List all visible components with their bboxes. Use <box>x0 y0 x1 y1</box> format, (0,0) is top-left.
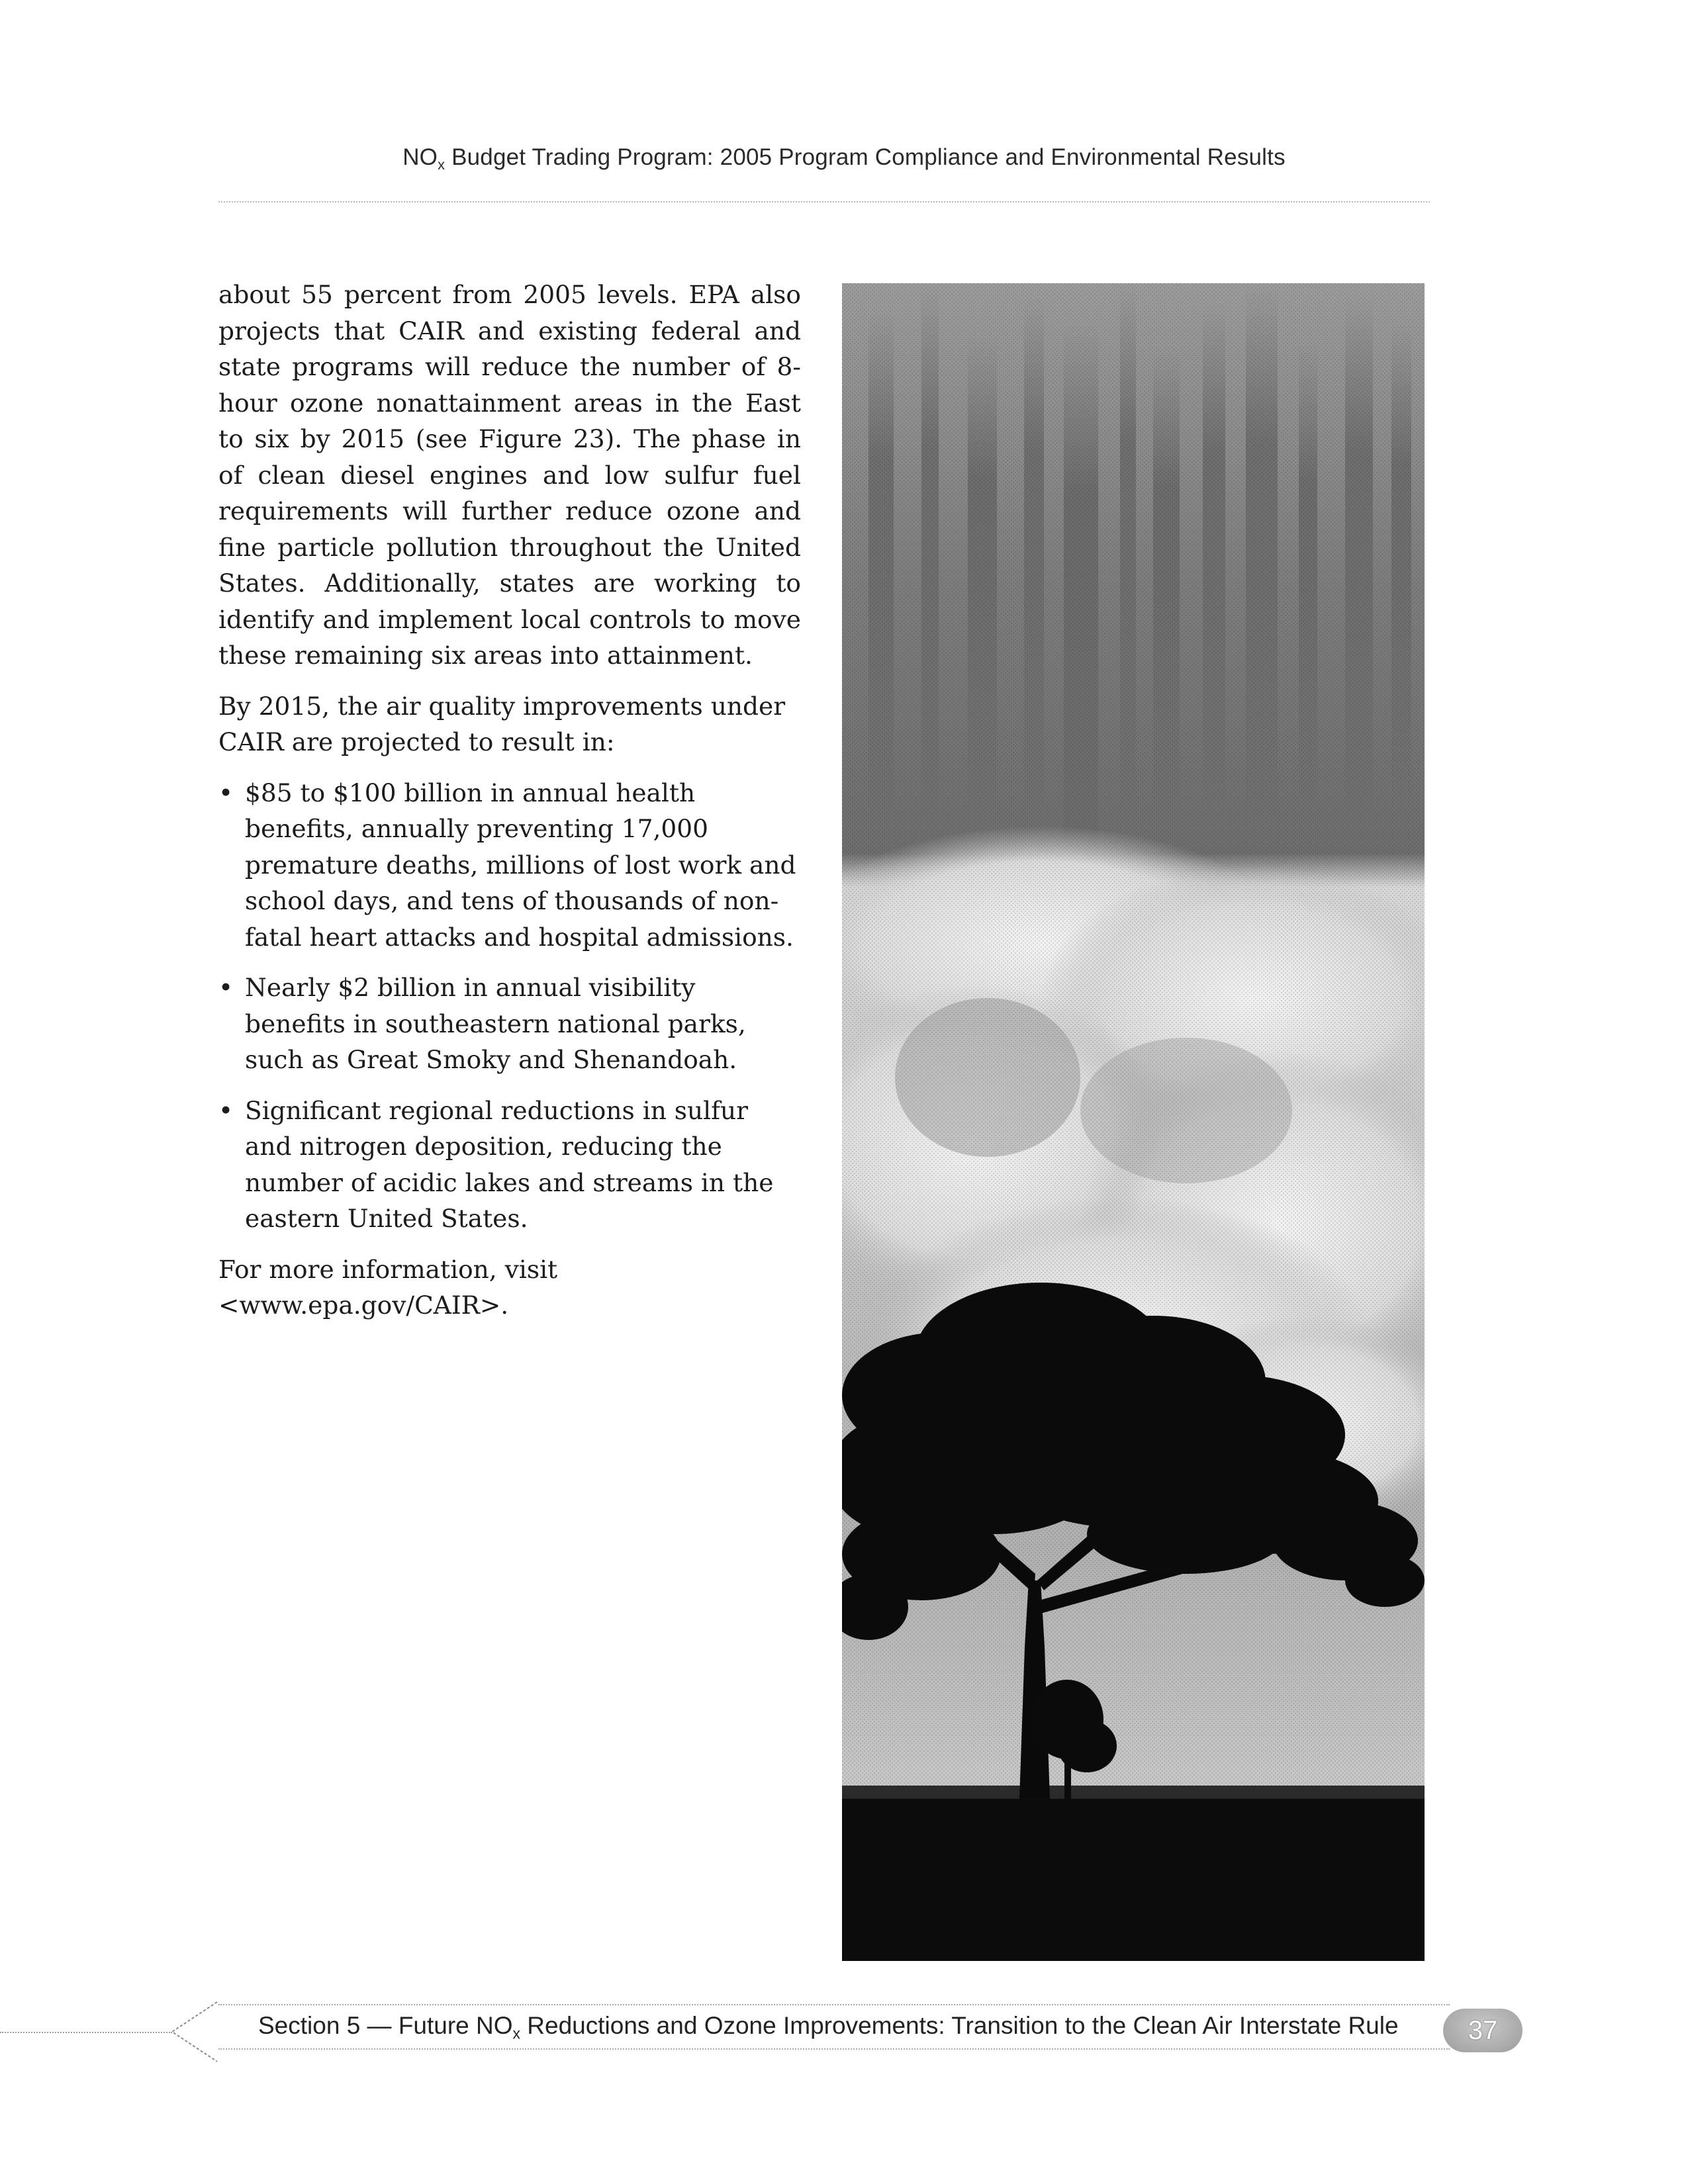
page-number-badge <box>1443 2009 1523 2052</box>
list-item-text: $85 to $100 billion in annual health benefits, annually preventing 17,000 premature deaths, millions of lost work and school days, and tens of thousands of non-fatal heart attacks and hospital admissions. <box>245 778 796 952</box>
footer-bottom-rule <box>218 2048 1450 2050</box>
body-paragraph-2: By 2015, the air quality improvements under CAIR are projected to result in: <box>218 691 786 756</box>
tree-photo-graphic <box>842 283 1425 1961</box>
footer-section-subscript: x <box>512 2025 521 2042</box>
bullet-icon: • <box>218 1095 234 1125</box>
list-item-text: Nearly $2 billion in annual visibility benefits in southeastern national parks, such as Great Smoky and Shenandoah. <box>245 973 746 1074</box>
header-title-rest: Budget Trading Program: 2005 Program Compliance and Environmental Results <box>445 144 1286 170</box>
footer-section-rest: Reductions and Ozone Improvements: Transition to the Clean Air Interstate Rule <box>520 2012 1399 2039</box>
header-title-prefix: NO <box>402 144 438 170</box>
ground-silhouette <box>842 1796 1425 1961</box>
header-divider <box>218 201 1430 203</box>
bullet-icon: • <box>218 778 234 807</box>
benefits-list <box>218 775 801 1237</box>
more-info-link[interactable]: For more information, visit <www.epa.gov/CAIR>. <box>218 1254 558 1320</box>
list-item <box>218 1093 801 1237</box>
tree-sky-photo <box>842 283 1425 1961</box>
page-number: 37 <box>1468 2015 1498 2045</box>
header-title-subscript: x <box>438 156 445 173</box>
list-item-text: Significant regional reductions in sulfur and nitrogen deposition, reducing the number of acidic lakes and streams in the eastern United States. <box>245 1095 774 1233</box>
footer-chevron-icon <box>165 1992 218 2065</box>
body-paragraph-1: about 55 percent from 2005 levels. EPA also projects that CAIR and existing federal and state programs will reduce the number of 8-hour ozone nonattainment areas in the East to six by 2015 (see Figure 23). The phase in of clean diesel engines and low sulfur fuel requirements will further reduce ozone and fine particle pollution throughout the United States. Additionally, states are working to identify and implement local controls to move these remaining six areas into attainment. <box>218 280 801 670</box>
footer-top-rule <box>218 2004 1450 2005</box>
footer-section-title <box>258 2012 1423 2042</box>
bullet-icon: • <box>218 973 234 1002</box>
running-header <box>0 144 1688 173</box>
list-item <box>218 970 801 1078</box>
footer-left-rule <box>0 2032 172 2033</box>
list-item <box>218 775 801 956</box>
footer-section-prefix: Section 5 — Future NO <box>258 2012 513 2039</box>
body-text-column <box>218 277 801 1324</box>
